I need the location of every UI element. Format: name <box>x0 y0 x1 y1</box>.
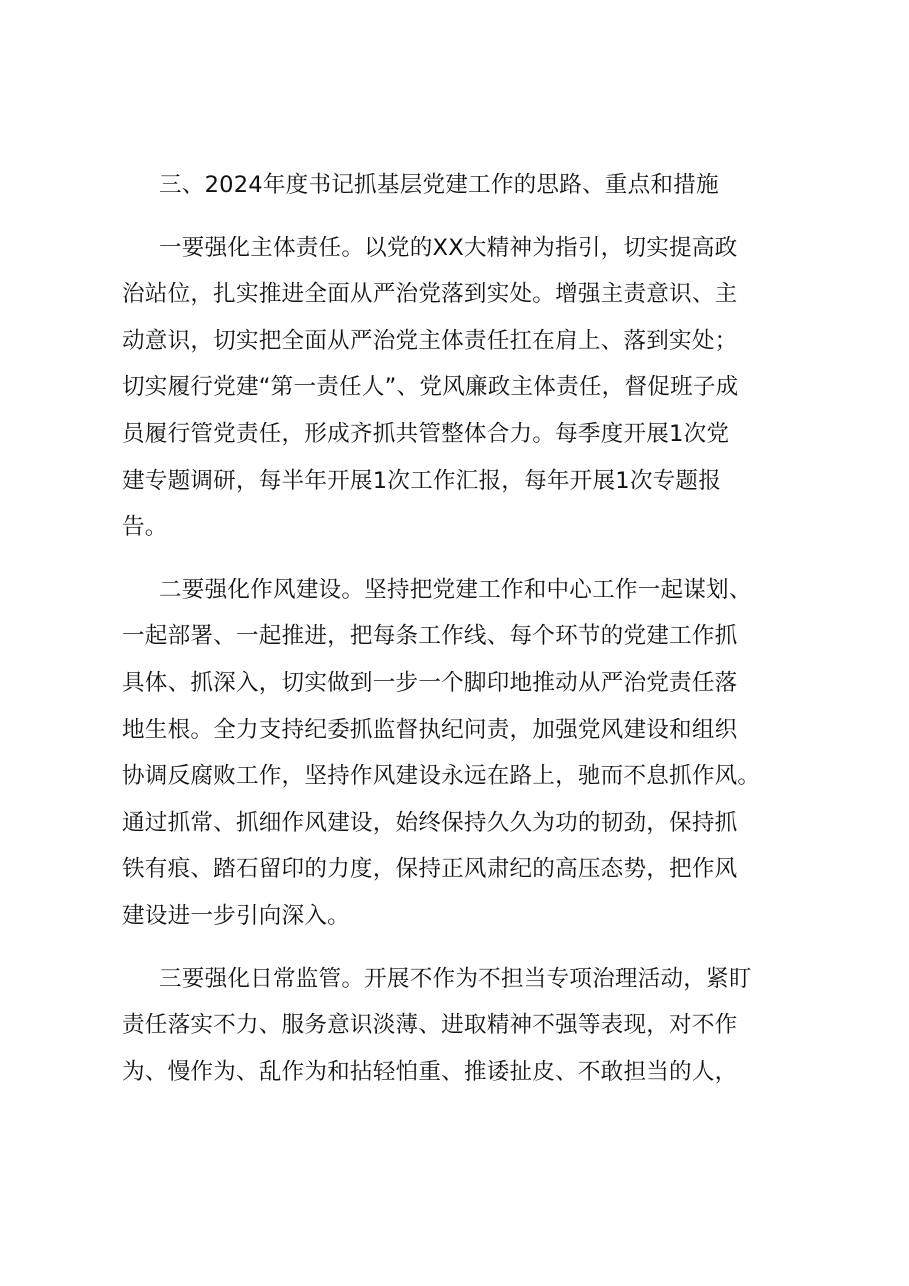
paragraph-line: 一要强化主体责任。以党的XX大精神为指引，切实提高政 <box>159 234 738 261</box>
paragraph-spacer <box>122 551 812 567</box>
paragraph-line: 建设进一步引向深入。 <box>122 902 350 929</box>
paragraph-line: 治站位，扎实推进全面从严治党落到实处。增强主责意识、主 <box>122 281 738 308</box>
paragraph-line: 动意识，切实把全面从严治党主体责任扛在肩上、落到实处； <box>122 327 738 354</box>
paragraph-spacer <box>122 209 812 225</box>
paragraph-line: 铁有痕、踏石留印的力度，保持正风肃纪的高压态势，把作风 <box>122 856 738 883</box>
section-heading <box>122 162 812 209</box>
paragraph-line: 切实履行党建“第一责任人”、党风廉政主体责任，督促班子成 <box>122 374 739 401</box>
paragraph-line: 责任落实不力、服务意识淡薄、进取精神不强等表现，对不作 <box>122 1012 738 1039</box>
document-body <box>122 162 812 1095</box>
paragraph-2 <box>122 567 812 940</box>
paragraph-spacer <box>122 940 812 956</box>
paragraph-line: 地生根。全力支持纪委抓监督执纪问责，加强党风建设和组织 <box>122 716 738 743</box>
paragraph-line: 为、慢作为、乱作为和拈轻怕重、推诿扯皮、不敢担当的人， <box>122 1058 738 1085</box>
paragraph-line: 员履行管党责任，形成齐抓共管整体合力。每季度开展1次党 <box>122 420 730 447</box>
paragraph-3 <box>122 956 812 1096</box>
paragraph-line: 一起部署、一起推进，把每条工作线、每个环节的党建工作抓 <box>122 623 738 650</box>
paragraph-line: 协调反腐败工作，坚持作风建设永远在路上，驰而不息抓作风。 <box>122 763 761 790</box>
paragraph-line: 二要强化作风建设。坚持把党建工作和中心工作一起谋划、 <box>159 576 752 603</box>
paragraph-line: 三要强化日常监管。开展不作为不担当专项治理活动，紧盯 <box>159 965 752 992</box>
paragraph-line: 建专题调研，每半年开展1次工作汇报，每年开展1次专题报 <box>122 467 721 494</box>
paragraph-1 <box>122 225 812 551</box>
paragraph-line: 告。 <box>122 514 168 541</box>
paragraph-line: 具体、抓深入，切实做到一步一个脚印地推动从严治党责任落 <box>122 669 738 696</box>
paragraph-line: 通过抓常、抓细作风建设，始终保持久久为功的韧劲，保持抓 <box>122 809 738 836</box>
heading-text: 三、2024年度书记抓基层党建工作的思路、重点和措施 <box>159 172 719 198</box>
